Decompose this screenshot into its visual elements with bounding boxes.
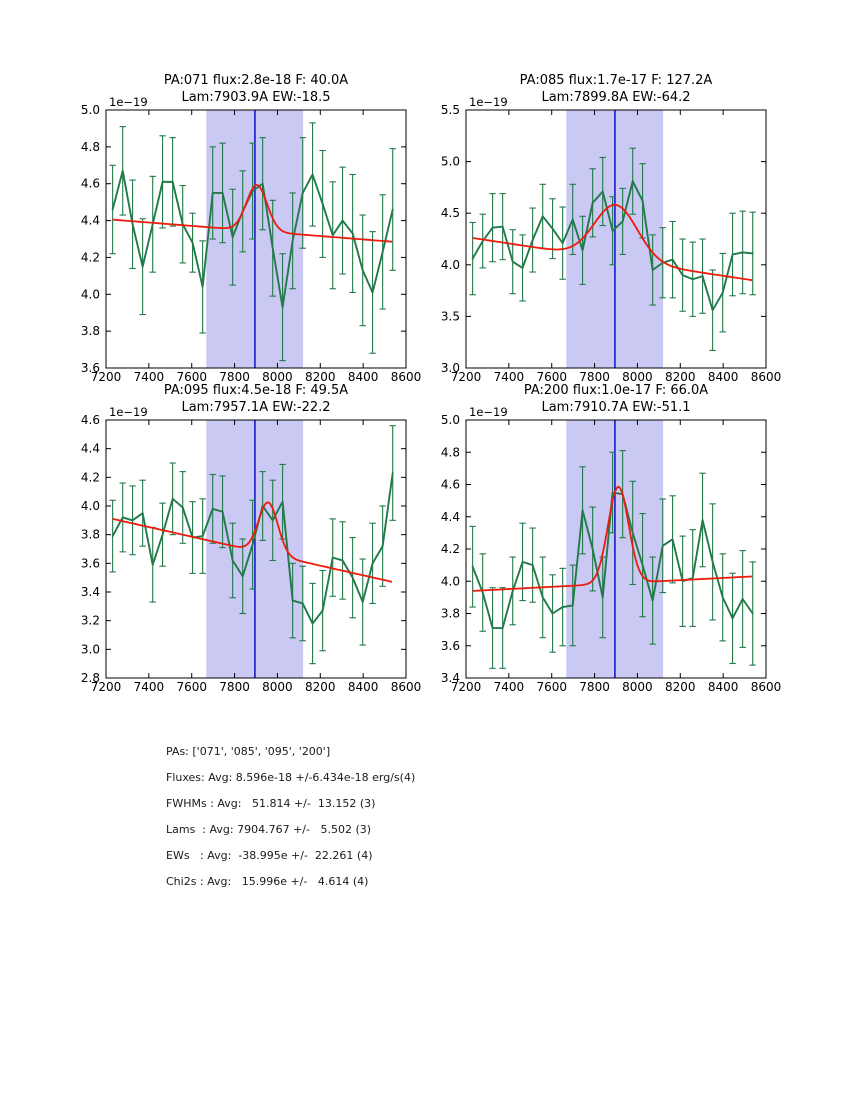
x-tick-label: 8400 (347, 680, 379, 694)
y-tick-label: 4.6 (80, 176, 100, 191)
x-tick-label: 7400 (493, 370, 525, 384)
x-tick-label: 7200 (450, 370, 482, 384)
x-tick-label: 7200 (90, 680, 122, 694)
y-tick-label: 4.8 (80, 139, 100, 154)
y-tick-label: 4.0 (440, 257, 460, 272)
spectrum-panel-pa200 (441, 405, 781, 694)
panel-title-line2: Lam:7903.9A EW:-18.5 (181, 90, 331, 105)
x-tick-label: 8600 (750, 680, 782, 694)
panel-title-line1: PA:085 flux:1.7e-17 F: 127.2A (519, 73, 713, 88)
panel-title-line2: Lam:7957.1A EW:-22.2 (181, 400, 331, 415)
x-tick-label: 7400 (133, 370, 165, 384)
x-tick-label: 8200 (665, 680, 696, 694)
x-tick-label: 8000 (622, 370, 653, 384)
summary-line-chi2s: Chi2s : Avg: 15.996e +/- 4.614 (4) (166, 875, 369, 888)
x-tick-label: 7200 (90, 370, 122, 384)
axis-offset-label: 1e−19 (109, 95, 148, 109)
x-tick-label: 8600 (750, 370, 782, 384)
x-tick-label: 7600 (536, 370, 567, 384)
y-tick-label: 5.0 (440, 413, 460, 427)
y-tick-label: 2.8 (80, 671, 100, 685)
spectrum-panel-pa095 (81, 405, 421, 694)
x-tick-label: 8400 (707, 370, 739, 384)
y-tick-label: 3.6 (440, 638, 460, 653)
summary-line-fwhms: FWHMs : Avg: 51.814 +/- 13.152 (3) (166, 797, 376, 810)
x-tick-label: 7600 (176, 680, 207, 694)
y-tick-label: 3.8 (440, 606, 460, 621)
panel-title-line1: PA:095 flux:4.5e-18 F: 49.5A (163, 383, 349, 398)
y-tick-label: 4.4 (80, 213, 100, 228)
summary-line-pas: PAs: ['071', '085', '095', '200'] (166, 745, 331, 758)
x-tick-label: 8000 (262, 680, 293, 694)
y-tick-label: 5.5 (440, 103, 460, 117)
panel-title-line2: Lam:7899.8A EW:-64.2 (541, 90, 691, 105)
y-tick-label: 4.0 (80, 499, 100, 513)
x-tick-label: 8000 (262, 370, 293, 384)
panel-title-line1: PA:071 flux:2.8e-18 F: 40.0A (163, 73, 349, 88)
axis-offset-label: 1e−19 (109, 405, 148, 419)
y-tick-label: 4.5 (440, 206, 460, 221)
y-tick-label: 4.2 (80, 250, 100, 265)
y-tick-label: 3.8 (80, 527, 100, 542)
panel-title-line2: Lam:7910.7A EW:-51.1 (541, 400, 691, 415)
x-tick-label: 8600 (390, 370, 422, 384)
summary-line-fluxes: Fluxes: Avg: 8.596e-18 +/-6.434e-18 erg/s(4) (166, 771, 416, 784)
y-tick-label: 5.0 (440, 154, 460, 169)
y-tick-label: 3.8 (80, 324, 100, 339)
spectrum-panel-pa071 (81, 95, 421, 384)
y-tick-label: 4.6 (440, 477, 460, 492)
summary-line-ews: EWs : Avg: -38.995e +/- 22.261 (4) (166, 849, 373, 862)
y-tick-label: 3.6 (80, 556, 100, 571)
y-tick-label: 4.4 (440, 509, 460, 524)
y-tick-label: 5.0 (80, 103, 100, 117)
panel-title-line1: PA:200 flux:1.0e-17 F: 66.0A (523, 383, 709, 398)
y-tick-label: 3.4 (440, 671, 460, 685)
axis-offset-label: 1e−19 (469, 95, 508, 109)
y-tick-label: 4.0 (440, 574, 460, 589)
x-tick-label: 7600 (176, 370, 207, 384)
x-tick-label: 7800 (219, 680, 250, 694)
x-tick-label: 8600 (390, 680, 422, 694)
x-tick-label: 8400 (707, 680, 739, 694)
x-tick-label: 7800 (579, 370, 610, 384)
y-tick-label: 4.2 (440, 542, 460, 556)
y-tick-label: 4.2 (80, 470, 100, 485)
y-tick-label: 4.4 (80, 441, 100, 456)
x-tick-label: 7800 (219, 370, 250, 384)
fit-summary-block (166, 739, 415, 895)
spectrum-panel-pa085 (441, 95, 781, 384)
x-tick-label: 7200 (450, 680, 482, 694)
x-tick-label: 7400 (493, 680, 525, 694)
x-tick-label: 8200 (665, 370, 696, 384)
y-tick-label: 3.4 (80, 585, 100, 599)
x-tick-label: 7400 (133, 680, 165, 694)
y-tick-label: 3.0 (440, 361, 460, 375)
y-tick-label: 4.8 (440, 445, 460, 460)
x-tick-label: 8200 (305, 370, 336, 384)
x-tick-label: 8400 (347, 370, 379, 384)
y-tick-label: 3.2 (80, 613, 100, 628)
x-tick-label: 8200 (305, 680, 336, 694)
x-tick-label: 8000 (622, 680, 653, 694)
axis-offset-label: 1e−19 (469, 405, 508, 419)
y-tick-label: 3.0 (80, 642, 100, 657)
x-tick-label: 7800 (579, 680, 610, 694)
y-tick-label: 4.6 (80, 413, 100, 427)
y-tick-label: 3.5 (440, 309, 460, 324)
y-tick-label: 4.0 (80, 287, 100, 302)
y-tick-label: 3.6 (80, 361, 100, 375)
summary-line-lams: Lams : Avg: 7904.767 +/- 5.502 (3) (166, 823, 372, 836)
x-tick-label: 7600 (536, 680, 567, 694)
